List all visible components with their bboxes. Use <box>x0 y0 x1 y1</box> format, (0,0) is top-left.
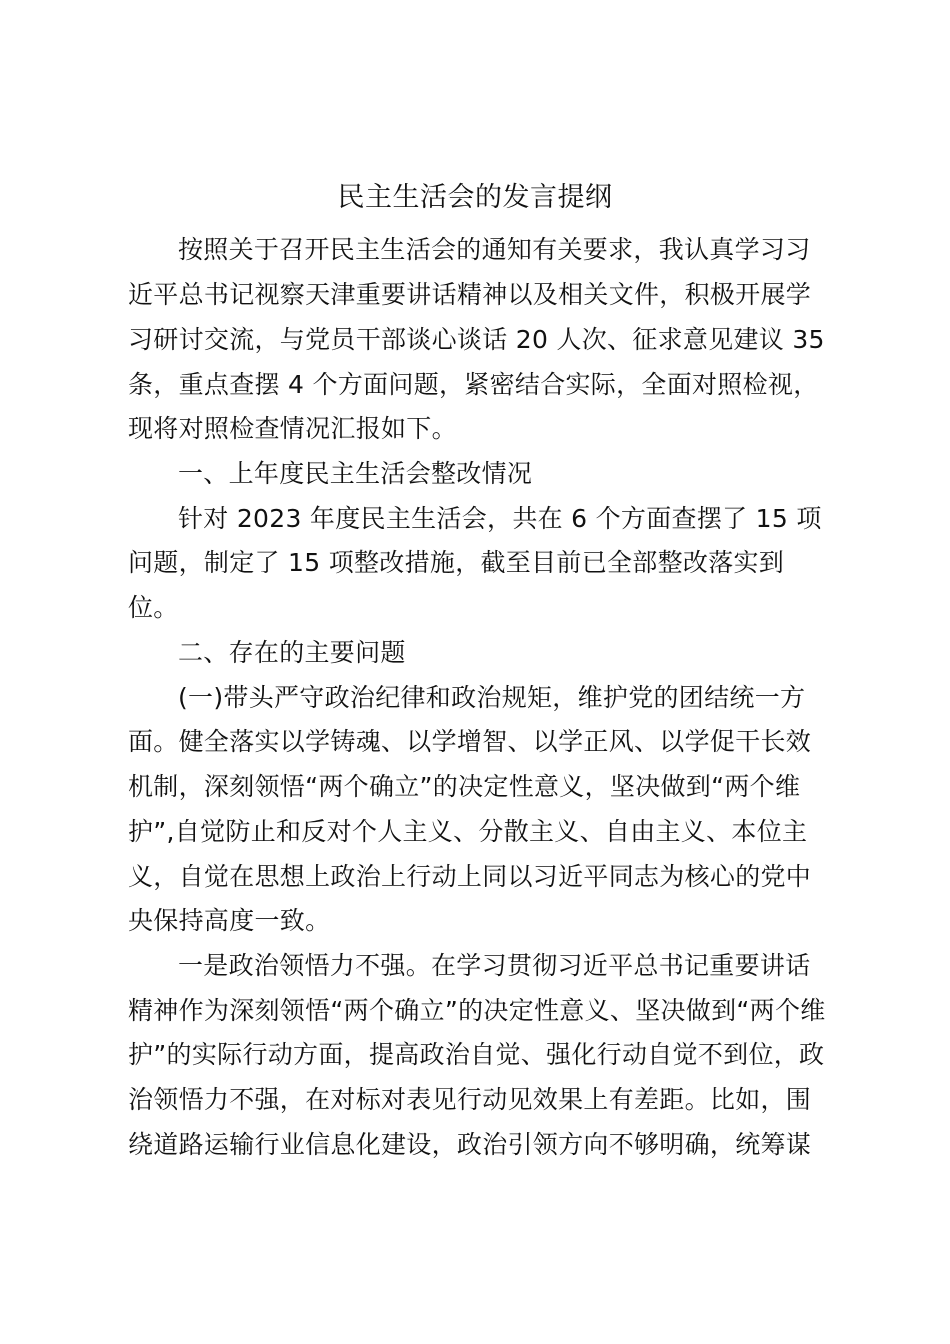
paragraph-line: 机制，深刻领悟“两个确立”的决定性意义，坚决做到“两个维 <box>128 772 801 801</box>
paragraph-line: 护”,自觉防止和反对个人主义、分散主义、自由主义、本位主 <box>128 817 808 846</box>
section-heading: 二、存在的主要问题 <box>178 638 406 667</box>
document-title: 民主生活会的发言提纲 <box>337 182 613 213</box>
section-heading: 一、上年度民主生活会整改情况 <box>178 459 533 488</box>
paragraph-line: 一是政治领悟力不强。在学习贯彻习近平总书记重要讲话 <box>178 951 811 980</box>
paragraph-line: (一)带头严守政治纪律和政治规矩，维护党的团结统一方 <box>178 683 806 712</box>
paragraph-line: 习研讨交流，与党员干部谈心谈话 20 人次、征求意见建议 35 <box>128 325 825 354</box>
paragraph-line: 针对 2023 年度民主生活会，共在 6 个方面查摆了 15 项 <box>178 504 822 533</box>
paragraph-line: 位。 <box>128 593 179 622</box>
paragraph-line: 条，重点查摆 4 个方面问题，紧密结合实际，全面对照检视， <box>128 370 819 399</box>
paragraph-line: 问题，制定了 15 项整改措施，截至目前已全部整改落实到 <box>128 548 785 577</box>
paragraph-line: 按照关于召开民主生活会的通知有关要求，我认真学习习 <box>178 235 811 264</box>
paragraph-line: 面。健全落实以学铸魂、以学增智、以学正风、以学促干长效 <box>128 727 812 756</box>
paragraph-line: 护”的实际行动方面，提高政治自觉、强化行动自觉不到位，政 <box>128 1040 825 1069</box>
paragraph-line: 现将对照检查情况汇报如下。 <box>128 414 457 443</box>
paragraph-line: 近平总书记视察天津重要讲话精神以及相关文件，积极开展学 <box>128 280 812 309</box>
paragraph-line: 央保持高度一致。 <box>128 906 331 935</box>
paragraph-line: 义，自觉在思想上政治上行动上同以习近平同志为核心的党中 <box>128 862 812 891</box>
paragraph-line: 绕道路运输行业信息化建设，政治引领方向不够明确，统筹谋 <box>128 1130 812 1159</box>
paragraph-line: 治领悟力不强，在对标对表见行动见效果上有差距。比如，围 <box>128 1085 812 1114</box>
paragraph-line: 精神作为深刻领悟“两个确立”的决定性意义、坚决做到“两个维 <box>128 996 826 1025</box>
